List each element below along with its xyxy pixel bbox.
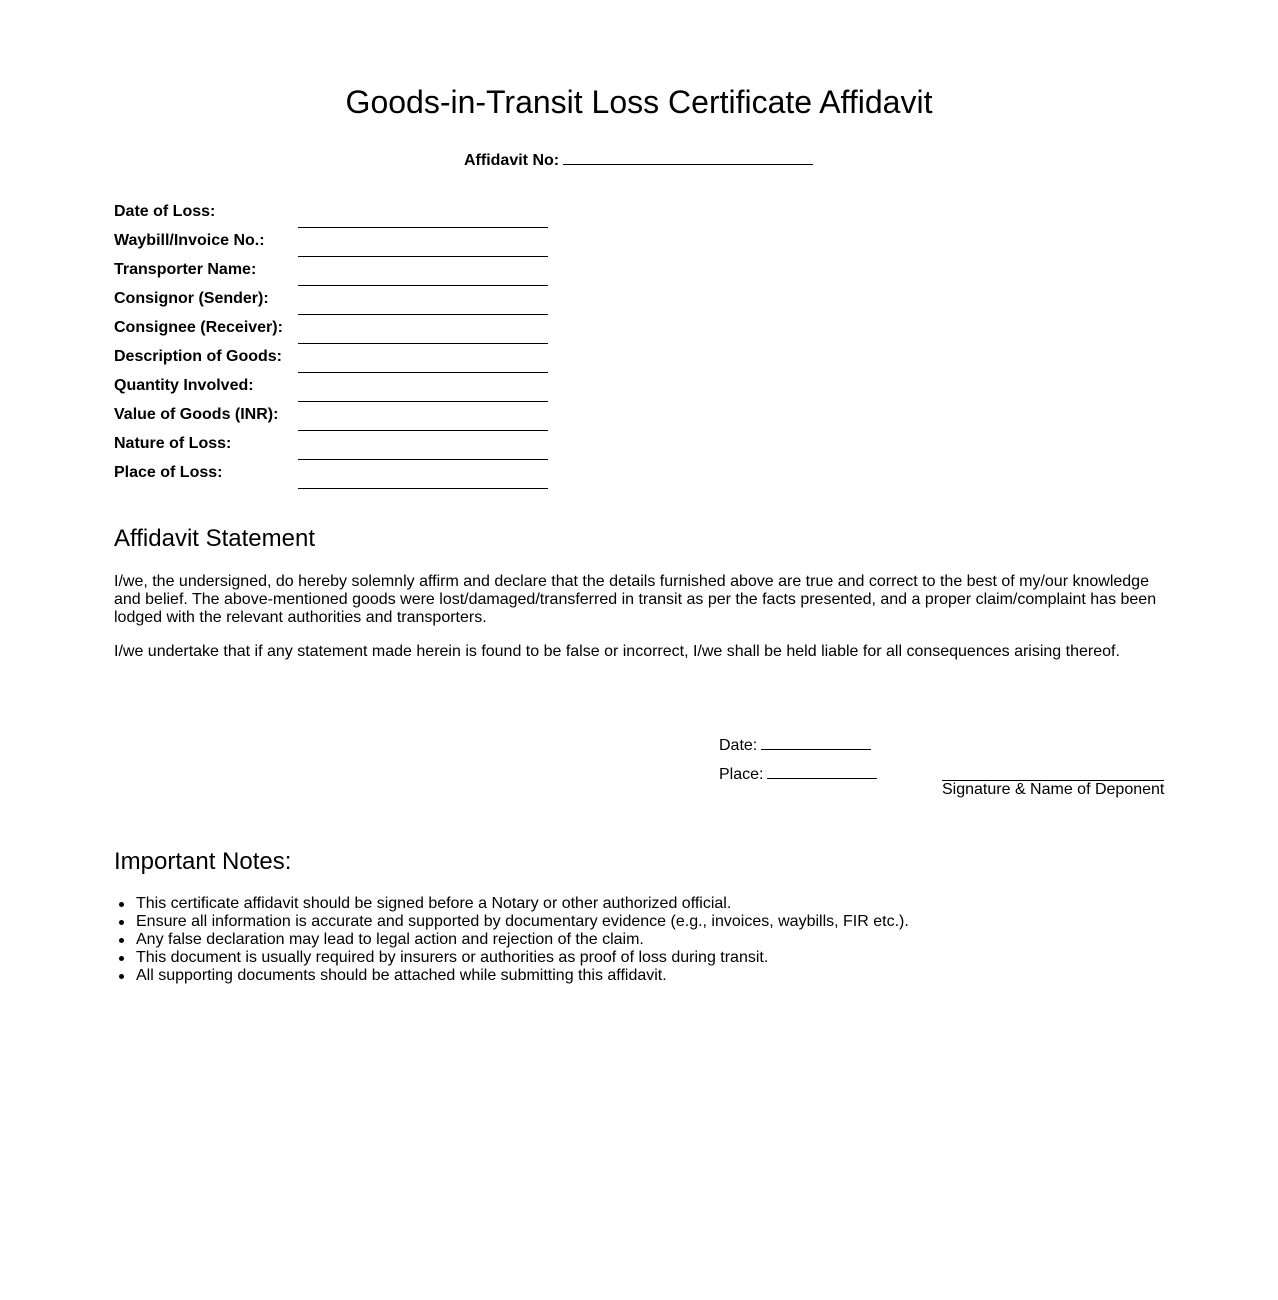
place-field[interactable]	[767, 766, 877, 779]
quantity-field[interactable]	[298, 401, 548, 402]
consignor-field[interactable]	[298, 314, 548, 315]
place-line	[719, 766, 877, 784]
field-label-place: Place of Loss:	[114, 464, 223, 481]
place-of-loss-field[interactable]	[298, 488, 548, 489]
consignee-field[interactable]	[298, 343, 548, 344]
field-label-transporter: Transporter Name:	[114, 261, 257, 278]
field-label-description: Description of Goods:	[114, 348, 282, 365]
note-text: Any false declaration may lead to legal action and rejection of the claim.	[136, 931, 644, 948]
waybill-field[interactable]	[298, 256, 548, 257]
date-of-loss-field[interactable]	[298, 227, 548, 228]
place-label: Place:	[719, 766, 764, 783]
bullet-icon	[119, 938, 124, 943]
page-title: Goods-in-Transit Loss Certificate Affidavit	[345, 84, 933, 120]
affidavit-number-label: Affidavit No:	[464, 152, 560, 169]
field-label-consignee: Consignee (Receiver):	[114, 319, 283, 336]
field-label-date-of-loss: Date of Loss:	[114, 203, 216, 220]
transporter-field[interactable]	[298, 285, 548, 286]
list-item	[136, 967, 909, 985]
value-field[interactable]	[298, 430, 548, 431]
note-text: Ensure all information is accurate and supported by documentary evidence (e.g., invoices, waybills, FIR etc.).	[136, 913, 909, 930]
field-label-consignor: Consignor (Sender):	[114, 290, 269, 307]
bullet-icon	[119, 902, 124, 907]
field-label-nature: Nature of Loss:	[114, 435, 232, 452]
description-field[interactable]	[298, 372, 548, 373]
affidavit-number-field[interactable]	[563, 150, 813, 165]
field-label-value: Value of Goods (INR):	[114, 406, 279, 423]
nature-field[interactable]	[298, 459, 548, 460]
statement-heading: Affidavit Statement	[114, 525, 315, 552]
list-item	[136, 949, 909, 967]
statement-paragraph-1: I/we, the undersigned, do hereby solemnly affirm and declare that the details furnished above are true and correct to the best of my/our knowledge and belief. The above-mentioned goods were lost/damaged/transferred in transit as per the facts presented, and a proper claim/complaint has been lodged with the relevant authorities and transporters.	[114, 573, 1157, 626]
list-item	[136, 931, 909, 949]
notes-heading: Important Notes:	[114, 848, 292, 875]
note-text: This certificate affidavit should be signed before a Notary or other authorized official.	[136, 895, 732, 912]
bullet-icon	[119, 974, 124, 979]
notes-list	[136, 895, 909, 985]
statement-paragraph-2: I/we undertake that if any statement made herein is found to be false or incorrect, I/we shall be held liable for all consequences arising thereof.	[114, 643, 1120, 660]
field-label-quantity: Quantity Involved:	[114, 377, 254, 394]
note-text: All supporting documents should be attached while submitting this affidavit.	[136, 967, 667, 984]
list-item	[136, 895, 909, 913]
affidavit-number	[464, 150, 813, 172]
bullet-icon	[119, 956, 124, 961]
date-label: Date:	[719, 737, 758, 754]
field-label-waybill: Waybill/Invoice No.:	[114, 232, 265, 249]
bullet-icon	[119, 920, 124, 925]
signature-caption: Signature & Name of Deponent	[942, 781, 1165, 798]
date-field[interactable]	[761, 737, 871, 750]
note-text: This document is usually required by insurers or authorities as proof of loss during transit.	[136, 949, 769, 966]
list-item	[136, 913, 909, 931]
date-line	[719, 737, 871, 755]
